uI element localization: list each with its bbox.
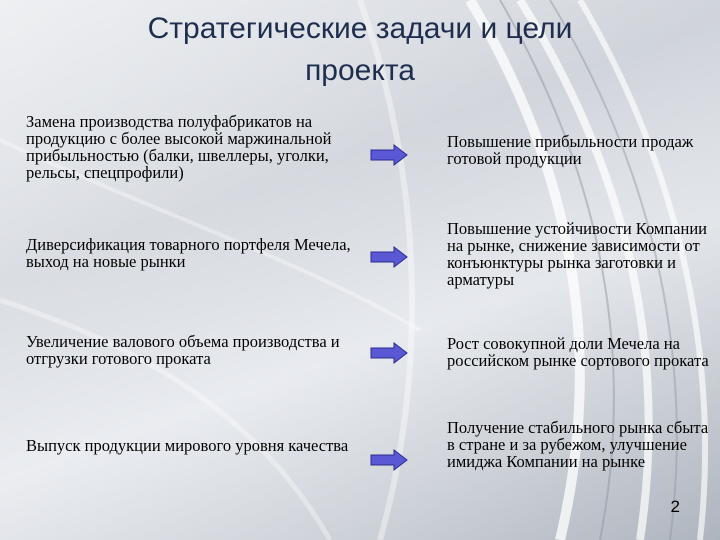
arrow-right-icon <box>370 449 408 471</box>
arrow-right-icon <box>370 246 408 268</box>
title-line-2: проекта <box>305 54 415 87</box>
task-text: Увеличение валового объема производства и отгрузки готового проката <box>26 332 340 368</box>
page-number: 2 <box>670 497 680 516</box>
title-line-1: Стратегические задачи и цели <box>147 12 573 45</box>
goal-text: Повышение прибыльности продаж готовой продукции <box>447 132 694 168</box>
goal-text: Рост совокупной доли Мечела на российском рынке сортового проката <box>447 334 709 370</box>
task-text: Выпуск продукции мирового уровня качества <box>26 436 349 455</box>
goal-text: Получение стабильного рынка сбыта в стране и за рубежом, улучшение имиджа Компании на рынке <box>447 418 709 471</box>
arrow-right-icon <box>370 342 408 364</box>
slide-title <box>60 8 660 92</box>
arrow-right-icon <box>370 144 408 166</box>
goal-text: Повышение устойчивости Компании на рынке, снижение зависимости от конъюнктуры рынка заготовки и арматуры <box>447 219 707 289</box>
task-text: Диверсификация товарного портфеля Мечела, выход на новые рынки <box>26 235 351 271</box>
task-text: Замена производства полуфабрикатов на продукцию с более высокой маржинальной прибыльностью (балки, швеллеры, уголки, рельсы, спецпрофили) <box>26 112 332 182</box>
